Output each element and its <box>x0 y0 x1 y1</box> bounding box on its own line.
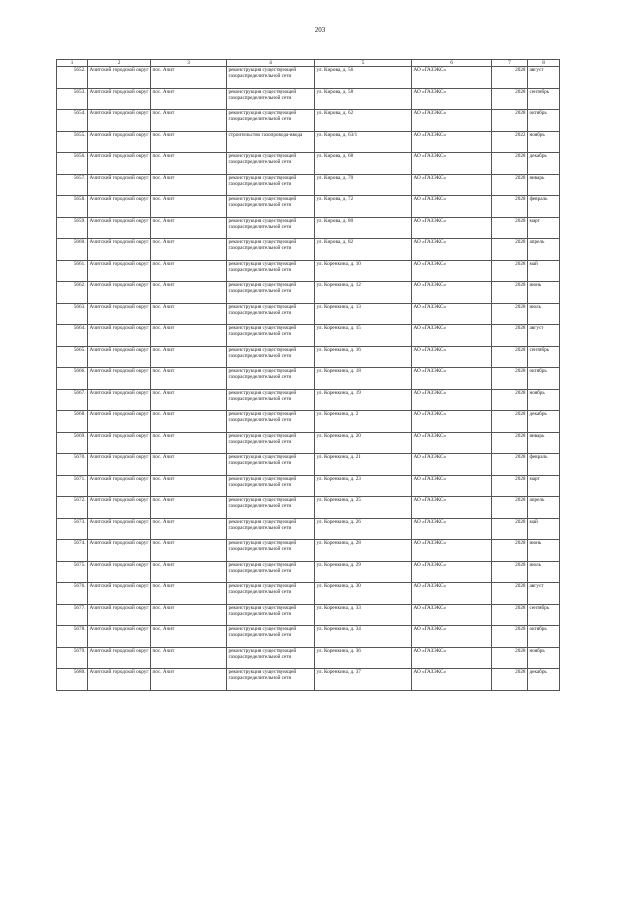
organization-cell: АО «ГАЗЭКС» <box>412 196 492 218</box>
table-row <box>57 260 560 282</box>
municipality-cell: Ачитский городской округ <box>88 282 151 304</box>
organization-cell: АО «ГАЗЭКС» <box>412 239 492 261</box>
organization-cell: АО «ГАЗЭКС» <box>412 282 492 304</box>
organization-cell: АО «ГАЗЭКС» <box>412 303 492 325</box>
table-row <box>57 131 560 153</box>
work-type-cell: реконструкция существующей газораспределительной сети <box>227 67 315 89</box>
address-cell: ул. Кирова, д. 72 <box>315 196 412 218</box>
locality-cell: пос. Ачит <box>151 389 227 411</box>
column-number-cell: 1 <box>57 60 88 67</box>
table-body <box>57 60 560 691</box>
municipality-cell: Ачитский городской округ <box>88 583 151 605</box>
year-cell: 2028 <box>492 346 528 368</box>
year-cell: 2028 <box>492 583 528 605</box>
month-cell: февраль <box>528 454 560 476</box>
municipality-cell: Ачитский городской округ <box>88 239 151 261</box>
locality-cell: пос. Ачит <box>151 239 227 261</box>
year-cell: 2028 <box>492 626 528 648</box>
address-cell: ул. Коренкина, д. 34 <box>315 626 412 648</box>
organization-cell: АО «ГАЗЭКС» <box>412 669 492 691</box>
table-row <box>57 561 560 583</box>
locality-cell: пос. Ачит <box>151 196 227 218</box>
organization-cell: АО «ГАЗЭКС» <box>412 604 492 626</box>
locality-cell: пос. Ачит <box>151 647 227 669</box>
month-cell: апрель <box>528 239 560 261</box>
municipality-cell: Ачитский городской округ <box>88 540 151 562</box>
locality-cell: пос. Ачит <box>151 432 227 454</box>
table-row <box>57 626 560 648</box>
work-type-cell: реконструкция существующей газораспределительной сети <box>227 389 315 411</box>
table-row <box>57 669 560 691</box>
work-type-cell: реконструкция существующей газораспределительной сети <box>227 88 315 110</box>
work-type-cell: реконструкция существующей газораспределительной сети <box>227 669 315 691</box>
locality-cell: пос. Ачит <box>151 346 227 368</box>
page-number: 203 <box>314 26 326 34</box>
year-cell: 2028 <box>492 174 528 196</box>
address-cell: ул. Коренкина, д. 21 <box>315 454 412 476</box>
column-number-cell: 5 <box>315 60 412 67</box>
month-cell: январь <box>528 174 560 196</box>
locality-cell: пос. Ачит <box>151 475 227 497</box>
address-cell: ул. Коренкина, д. 28 <box>315 540 412 562</box>
work-type-cell: реконструкция существующей газораспределительной сети <box>227 647 315 669</box>
organization-cell: АО «ГАЗЭКС» <box>412 432 492 454</box>
month-cell: январь <box>528 432 560 454</box>
year-cell: 2028 <box>492 217 528 239</box>
row-number-cell: 5663. <box>57 303 88 325</box>
column-number-cell: 2 <box>88 60 151 67</box>
locality-cell: пос. Ачит <box>151 626 227 648</box>
locality-cell: пос. Ачит <box>151 518 227 540</box>
municipality-cell: Ачитский городской округ <box>88 561 151 583</box>
organization-cell: АО «ГАЗЭКС» <box>412 346 492 368</box>
year-cell: 2028 <box>492 239 528 261</box>
locality-cell: пос. Ачит <box>151 454 227 476</box>
month-cell: ноябрь <box>528 389 560 411</box>
row-number-cell: 5653. <box>57 88 88 110</box>
table-row <box>57 239 560 261</box>
organization-cell: АО «ГАЗЭКС» <box>412 561 492 583</box>
row-number-cell: 5674. <box>57 540 88 562</box>
row-number-cell: 5652. <box>57 67 88 89</box>
month-cell: ноябрь <box>528 131 560 153</box>
organization-cell: АО «ГАЗЭКС» <box>412 518 492 540</box>
row-number-cell: 5661. <box>57 260 88 282</box>
work-type-cell: реконструкция существующей газораспределительной сети <box>227 217 315 239</box>
municipality-cell: Ачитский городской округ <box>88 260 151 282</box>
row-number-cell: 5668. <box>57 411 88 433</box>
organization-cell: АО «ГАЗЭКС» <box>412 260 492 282</box>
row-number-cell: 5660. <box>57 239 88 261</box>
locality-cell: пос. Ачит <box>151 540 227 562</box>
work-type-cell: реконструкция существующей газораспределительной сети <box>227 303 315 325</box>
organization-cell: АО «ГАЗЭКС» <box>412 389 492 411</box>
locality-cell: пос. Ачит <box>151 260 227 282</box>
row-number-cell: 5666. <box>57 368 88 390</box>
locality-cell: пос. Ачит <box>151 669 227 691</box>
locality-cell: пос. Ачит <box>151 368 227 390</box>
row-number-cell: 5665. <box>57 346 88 368</box>
work-type-cell: реконструкция существующей газораспределительной сети <box>227 540 315 562</box>
work-type-cell: реконструкция существующей газораспределительной сети <box>227 174 315 196</box>
year-cell: 2028 <box>492 604 528 626</box>
organization-cell: АО «ГАЗЭКС» <box>412 174 492 196</box>
work-type-cell: строительство газопровода-ввода <box>227 131 315 153</box>
row-number-cell: 5654. <box>57 110 88 132</box>
table-row <box>57 540 560 562</box>
work-type-cell: реконструкция существующей газораспределительной сети <box>227 604 315 626</box>
organization-cell: АО «ГАЗЭКС» <box>412 368 492 390</box>
organization-cell: АО «ГАЗЭКС» <box>412 583 492 605</box>
address-cell: ул. Коренкина, д. 18 <box>315 368 412 390</box>
address-cell: ул. Коренкина, д. 20 <box>315 432 412 454</box>
locality-cell: пос. Ачит <box>151 604 227 626</box>
column-number-header <box>57 60 560 67</box>
row-number-cell: 5662. <box>57 282 88 304</box>
municipality-cell: Ачитский городской округ <box>88 303 151 325</box>
organization-cell: АО «ГАЗЭКС» <box>412 454 492 476</box>
table-row <box>57 196 560 218</box>
table-row <box>57 583 560 605</box>
table-row <box>57 282 560 304</box>
year-cell: 2028 <box>492 325 528 347</box>
month-cell: август <box>528 325 560 347</box>
municipality-cell: Ачитский городской округ <box>88 325 151 347</box>
column-number-cell: 4 <box>227 60 315 67</box>
address-cell: ул. Кирова, д. 58 <box>315 88 412 110</box>
month-cell: сентябрь <box>528 604 560 626</box>
municipality-cell: Ачитский городской округ <box>88 411 151 433</box>
month-cell: август <box>528 67 560 89</box>
table-row <box>57 604 560 626</box>
year-cell: 2028 <box>492 518 528 540</box>
year-cell: 2028 <box>492 110 528 132</box>
address-cell: ул. Кирова, д. 63/1 <box>315 131 412 153</box>
row-number-cell: 5678. <box>57 626 88 648</box>
work-type-cell: реконструкция существующей газораспределительной сети <box>227 346 315 368</box>
address-cell: ул. Коренкина, д. 25 <box>315 497 412 519</box>
year-cell: 2028 <box>492 454 528 476</box>
month-cell: декабрь <box>528 411 560 433</box>
municipality-cell: Ачитский городской округ <box>88 626 151 648</box>
work-type-cell: реконструкция существующей газораспределительной сети <box>227 196 315 218</box>
month-cell: февраль <box>528 196 560 218</box>
municipality-cell: Ачитский городской округ <box>88 88 151 110</box>
year-cell: 2028 <box>492 303 528 325</box>
year-cell: 2028 <box>492 282 528 304</box>
address-cell: ул. Коренкина, д. 16 <box>315 346 412 368</box>
locality-cell: пос. Ачит <box>151 88 227 110</box>
address-cell: ул. Кирова, д. 80 <box>315 217 412 239</box>
municipality-cell: Ачитский городской округ <box>88 432 151 454</box>
column-number-cell: 6 <box>412 60 492 67</box>
municipality-cell: Ачитский городской округ <box>88 153 151 175</box>
table-row <box>57 110 560 132</box>
row-number-cell: 5675. <box>57 561 88 583</box>
work-type-cell: реконструкция существующей газораспределительной сети <box>227 368 315 390</box>
municipality-cell: Ачитский городской округ <box>88 389 151 411</box>
work-type-cell: реконструкция существующей газораспределительной сети <box>227 411 315 433</box>
organization-cell: АО «ГАЗЭКС» <box>412 217 492 239</box>
table-row <box>57 88 560 110</box>
row-number-cell: 5680. <box>57 669 88 691</box>
table-row <box>57 346 560 368</box>
address-cell: ул. Кирова, д. 70 <box>315 174 412 196</box>
month-cell: июнь <box>528 282 560 304</box>
municipality-cell: Ачитский городской округ <box>88 67 151 89</box>
organization-cell: АО «ГАЗЭКС» <box>412 325 492 347</box>
organization-cell: АО «ГАЗЭКС» <box>412 497 492 519</box>
address-cell: ул. Коренкина, д. 33 <box>315 604 412 626</box>
year-cell: 2028 <box>492 669 528 691</box>
table-row <box>57 475 560 497</box>
month-cell: март <box>528 475 560 497</box>
locality-cell: пос. Ачит <box>151 153 227 175</box>
row-number-cell: 5677. <box>57 604 88 626</box>
work-type-cell: реконструкция существующей газораспределительной сети <box>227 153 315 175</box>
row-number-cell: 5671. <box>57 475 88 497</box>
organization-cell: АО «ГАЗЭКС» <box>412 153 492 175</box>
organization-cell: АО «ГАЗЭКС» <box>412 88 492 110</box>
month-cell: май <box>528 518 560 540</box>
work-type-cell: реконструкция существующей газораспределительной сети <box>227 518 315 540</box>
row-number-cell: 5669. <box>57 432 88 454</box>
municipality-cell: Ачитский городской округ <box>88 196 151 218</box>
municipality-cell: Ачитский городской округ <box>88 647 151 669</box>
municipality-cell: Ачитский городской округ <box>88 669 151 691</box>
month-cell: июль <box>528 303 560 325</box>
organization-cell: АО «ГАЗЭКС» <box>412 131 492 153</box>
year-cell: 2028 <box>492 497 528 519</box>
address-cell: ул. Коренкина, д. 23 <box>315 475 412 497</box>
address-cell: ул. Коренкина, д. 13 <box>315 303 412 325</box>
work-type-cell: реконструкция существующей газораспределительной сети <box>227 583 315 605</box>
month-cell: октябрь <box>528 110 560 132</box>
year-cell: 2028 <box>492 260 528 282</box>
table-row <box>57 174 560 196</box>
year-cell: 2028 <box>492 153 528 175</box>
table-row <box>57 497 560 519</box>
locality-cell: пос. Ачит <box>151 561 227 583</box>
row-number-cell: 5672. <box>57 497 88 519</box>
table-row <box>57 647 560 669</box>
locality-cell: пос. Ачит <box>151 497 227 519</box>
work-type-cell: реконструкция существующей газораспределительной сети <box>227 282 315 304</box>
month-cell: май <box>528 260 560 282</box>
locality-cell: пос. Ачит <box>151 217 227 239</box>
municipality-cell: Ачитский городской округ <box>88 604 151 626</box>
year-cell: 2028 <box>492 368 528 390</box>
locality-cell: пос. Ачит <box>151 110 227 132</box>
address-cell: ул. Коренкина, д. 19 <box>315 389 412 411</box>
address-cell: ул. Кирова, д. 68 <box>315 153 412 175</box>
locality-cell: пос. Ачит <box>151 174 227 196</box>
work-type-cell: реконструкция существующей газораспределительной сети <box>227 475 315 497</box>
municipality-cell: Ачитский городской округ <box>88 454 151 476</box>
locality-cell: пос. Ачит <box>151 131 227 153</box>
table-row <box>57 67 560 89</box>
table-row <box>57 518 560 540</box>
address-cell: ул. Коренкина, д. 10 <box>315 260 412 282</box>
year-cell: 2022 <box>492 131 528 153</box>
row-number-cell: 5673. <box>57 518 88 540</box>
address-cell: ул. Коренкина, д. 36 <box>315 647 412 669</box>
municipality-cell: Ачитский городской округ <box>88 131 151 153</box>
month-cell: сентябрь <box>528 88 560 110</box>
row-number-cell: 5667. <box>57 389 88 411</box>
column-number-cell: 7 <box>492 60 528 67</box>
month-cell: апрель <box>528 497 560 519</box>
municipality-cell: Ачитский городской округ <box>88 518 151 540</box>
table-row <box>57 217 560 239</box>
row-number-cell: 5658. <box>57 196 88 218</box>
year-cell: 2028 <box>492 432 528 454</box>
address-cell: ул. Кирова, д. 62 <box>315 110 412 132</box>
column-number-cell: 3 <box>151 60 227 67</box>
month-cell: ноябрь <box>528 647 560 669</box>
organization-cell: АО «ГАЗЭКС» <box>412 411 492 433</box>
row-number-cell: 5655. <box>57 131 88 153</box>
work-type-cell: реконструкция существующей газораспределительной сети <box>227 260 315 282</box>
address-cell: ул. Кирова, д. 56 <box>315 67 412 89</box>
month-cell: июль <box>528 561 560 583</box>
work-type-cell: реконструкция существующей газораспределительной сети <box>227 432 315 454</box>
organization-cell: АО «ГАЗЭКС» <box>412 626 492 648</box>
table-row <box>57 454 560 476</box>
municipality-cell: Ачитский городской округ <box>88 174 151 196</box>
row-number-cell: 5670. <box>57 454 88 476</box>
year-cell: 2028 <box>492 475 528 497</box>
locality-cell: пос. Ачит <box>151 583 227 605</box>
row-number-cell: 5664. <box>57 325 88 347</box>
work-type-cell: реконструкция существующей газораспределительной сети <box>227 110 315 132</box>
year-cell: 2028 <box>492 411 528 433</box>
locality-cell: пос. Ачит <box>151 303 227 325</box>
address-cell: ул. Коренкина, д. 37 <box>315 669 412 691</box>
month-cell: август <box>528 583 560 605</box>
address-cell: ул. Коренкина, д. 12 <box>315 282 412 304</box>
locality-cell: пос. Ачит <box>151 67 227 89</box>
year-cell: 2028 <box>492 196 528 218</box>
municipality-cell: Ачитский городской округ <box>88 110 151 132</box>
address-cell: ул. Коренкина, д. 29 <box>315 561 412 583</box>
year-cell: 2028 <box>492 561 528 583</box>
month-cell: октябрь <box>528 626 560 648</box>
row-number-cell: 5657. <box>57 174 88 196</box>
work-type-cell: реконструкция существующей газораспределительной сети <box>227 239 315 261</box>
municipality-cell: Ачитский городской округ <box>88 368 151 390</box>
year-cell: 2028 <box>492 88 528 110</box>
municipality-cell: Ачитский городской округ <box>88 475 151 497</box>
work-type-cell: реконструкция существующей газораспределительной сети <box>227 561 315 583</box>
row-number-cell: 5676. <box>57 583 88 605</box>
month-cell: декабрь <box>528 153 560 175</box>
table-row <box>57 368 560 390</box>
work-type-cell: реконструкция существующей газораспределительной сети <box>227 454 315 476</box>
table-row <box>57 432 560 454</box>
organization-cell: АО «ГАЗЭКС» <box>412 540 492 562</box>
organization-cell: АО «ГАЗЭКС» <box>412 647 492 669</box>
month-cell: сентябрь <box>528 346 560 368</box>
table-row <box>57 411 560 433</box>
work-type-cell: реконструкция существующей газораспределительной сети <box>227 626 315 648</box>
year-cell: 2028 <box>492 540 528 562</box>
locality-cell: пос. Ачит <box>151 282 227 304</box>
organization-cell: АО «ГАЗЭКС» <box>412 475 492 497</box>
locality-cell: пос. Ачит <box>151 325 227 347</box>
locality-cell: пос. Ачит <box>151 411 227 433</box>
organization-cell: АО «ГАЗЭКС» <box>412 67 492 89</box>
municipality-cell: Ачитский городской округ <box>88 346 151 368</box>
month-cell: июнь <box>528 540 560 562</box>
row-number-cell: 5679. <box>57 647 88 669</box>
month-cell: октябрь <box>528 368 560 390</box>
month-cell: март <box>528 217 560 239</box>
month-cell: декабрь <box>528 669 560 691</box>
address-cell: ул. Коренкина, д. 15 <box>315 325 412 347</box>
table-row <box>57 389 560 411</box>
column-number-cell: 8 <box>528 60 560 67</box>
address-cell: ул. Коренкина, д. 2 <box>315 411 412 433</box>
table-row <box>57 303 560 325</box>
gasification-schedule-table <box>56 59 560 691</box>
year-cell: 2028 <box>492 389 528 411</box>
organization-cell: АО «ГАЗЭКС» <box>412 110 492 132</box>
row-number-cell: 5659. <box>57 217 88 239</box>
address-cell: ул. Коренкина, д. 26 <box>315 518 412 540</box>
municipality-cell: Ачитский городской округ <box>88 497 151 519</box>
row-number-cell: 5656. <box>57 153 88 175</box>
address-cell: ул. Кирова, д. 82 <box>315 239 412 261</box>
year-cell: 2028 <box>492 647 528 669</box>
work-type-cell: реконструкция существующей газораспределительной сети <box>227 497 315 519</box>
year-cell: 2028 <box>492 67 528 89</box>
table-row <box>57 325 560 347</box>
address-cell: ул. Коренкина, д. 30 <box>315 583 412 605</box>
table-row <box>57 153 560 175</box>
work-type-cell: реконструкция существующей газораспределительной сети <box>227 325 315 347</box>
municipality-cell: Ачитский городской округ <box>88 217 151 239</box>
